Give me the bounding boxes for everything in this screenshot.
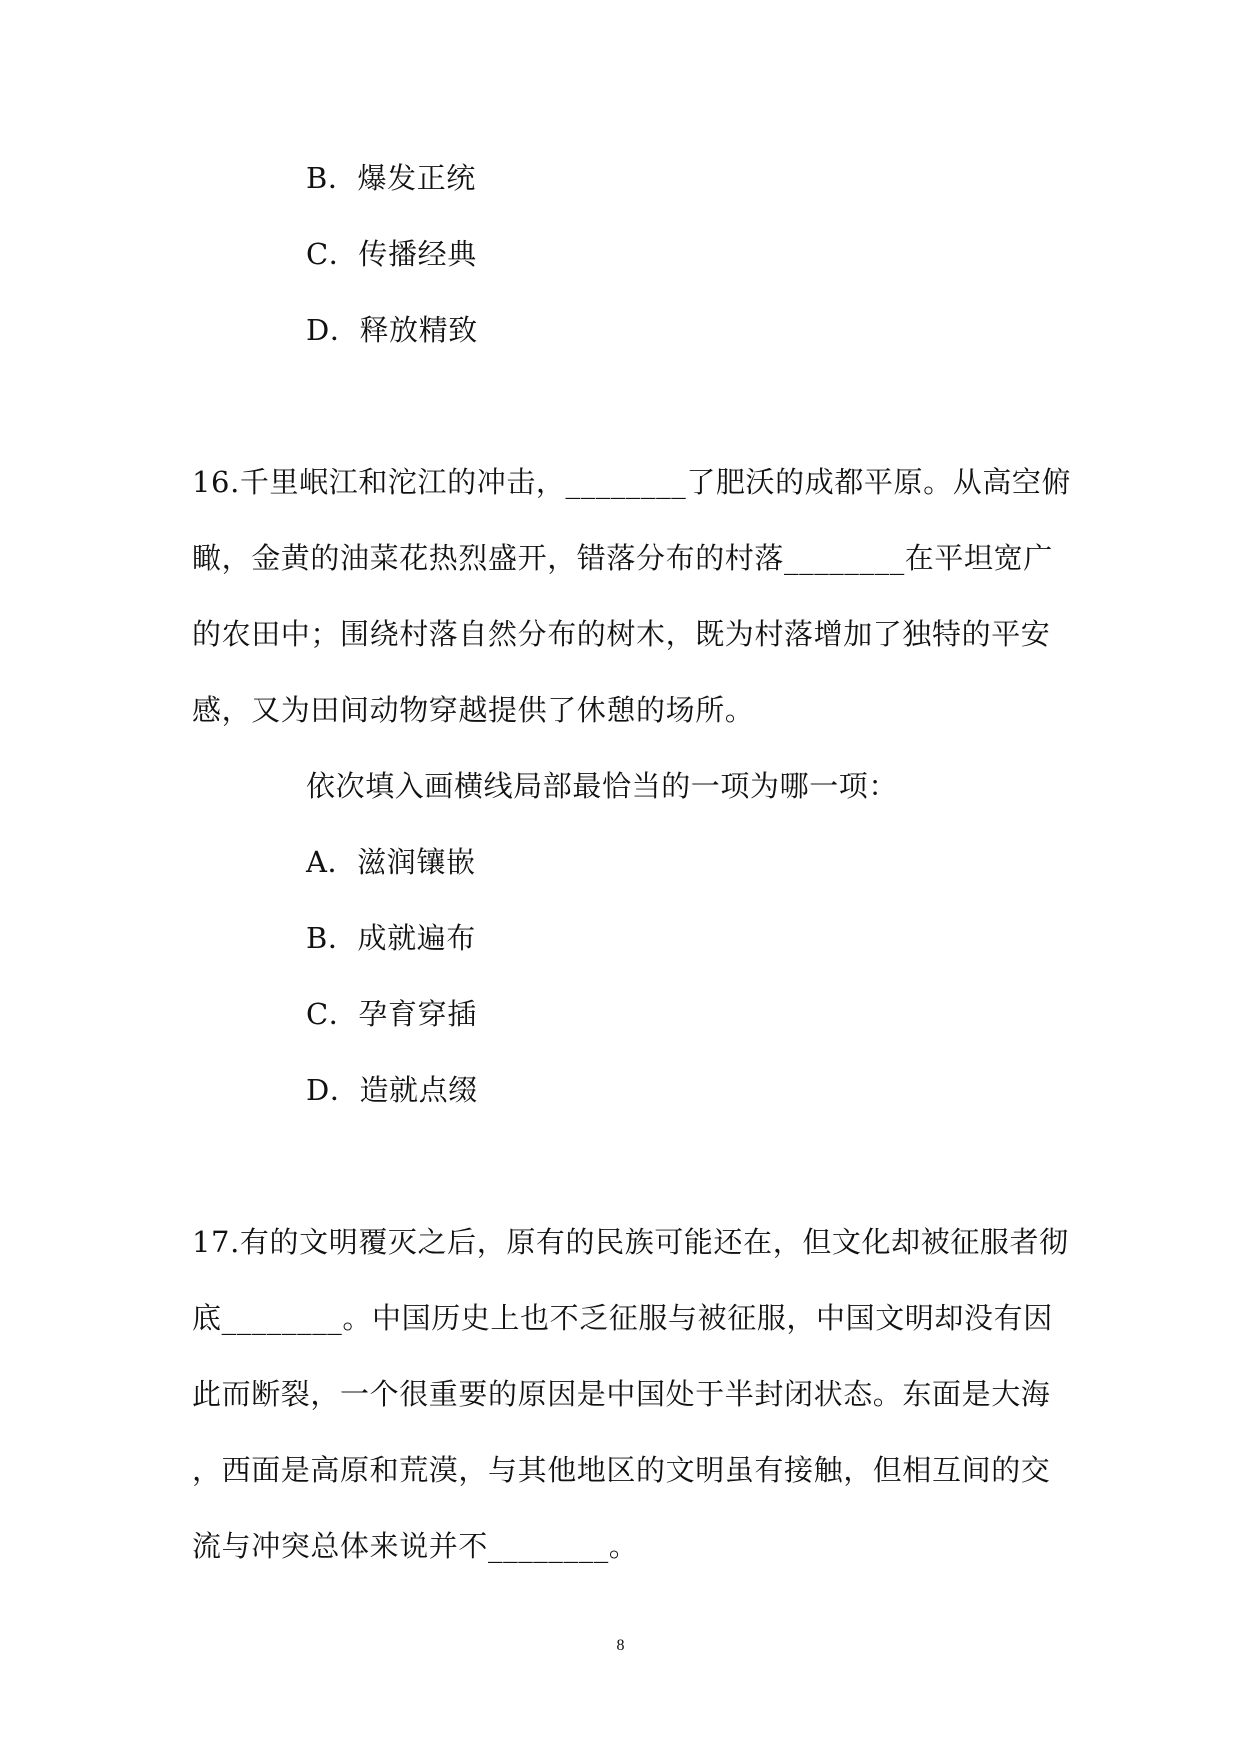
q15-option-c: C．传播经典 [306,237,477,271]
q17-text-line-2: 底________。中国历史上也不乏征服与被征服，中国文明却没有因 [192,1301,1053,1335]
q16-instruction: 依次填入画横线局部最恰当的一项为哪一项： [306,769,899,803]
q16-text-line-4: 感，又为田间动物穿越提供了休憩的场所。 [192,693,755,727]
q17-text-line-4: ，西面是高原和荒漠，与其他地区的文明虽有接触，但相互间的交 [192,1453,1051,1487]
q16-option-a: A．滋润镶嵌 [306,845,476,879]
q16-option-b: B．成就遍布 [306,921,476,955]
q15-option-d: D．释放精致 [306,313,478,347]
q16-text-line-1: 16.千里岷江和沱江的冲击，________了肥沃的成都平原。从高空俯 [192,465,1072,499]
q15-option-b: B．爆发正统 [306,161,476,195]
q16-option-d: D．造就点缀 [306,1073,478,1107]
q16-text-line-2: 瞰，金黄的油菜花热烈盛开，错落分布的村落________在平坦宽广 [192,541,1053,575]
q17-text-line-3: 此而断裂，一个很重要的原因是中国处于半封闭状态。东面是大海 [192,1377,1051,1411]
q17-text-line-5: 流与冲突总体来说并不________。 [192,1529,639,1563]
q16-option-c: C．孕育穿插 [306,997,477,1031]
page-number: 8 [616,1637,625,1654]
q16-text-line-3: 的农田中；围绕村落自然分布的树木，既为村落增加了独特的平安 [192,617,1051,651]
q17-text-line-1: 17.有的文明覆灭之后，原有的民族可能还在，但文化却被征服者彻 [192,1225,1069,1259]
